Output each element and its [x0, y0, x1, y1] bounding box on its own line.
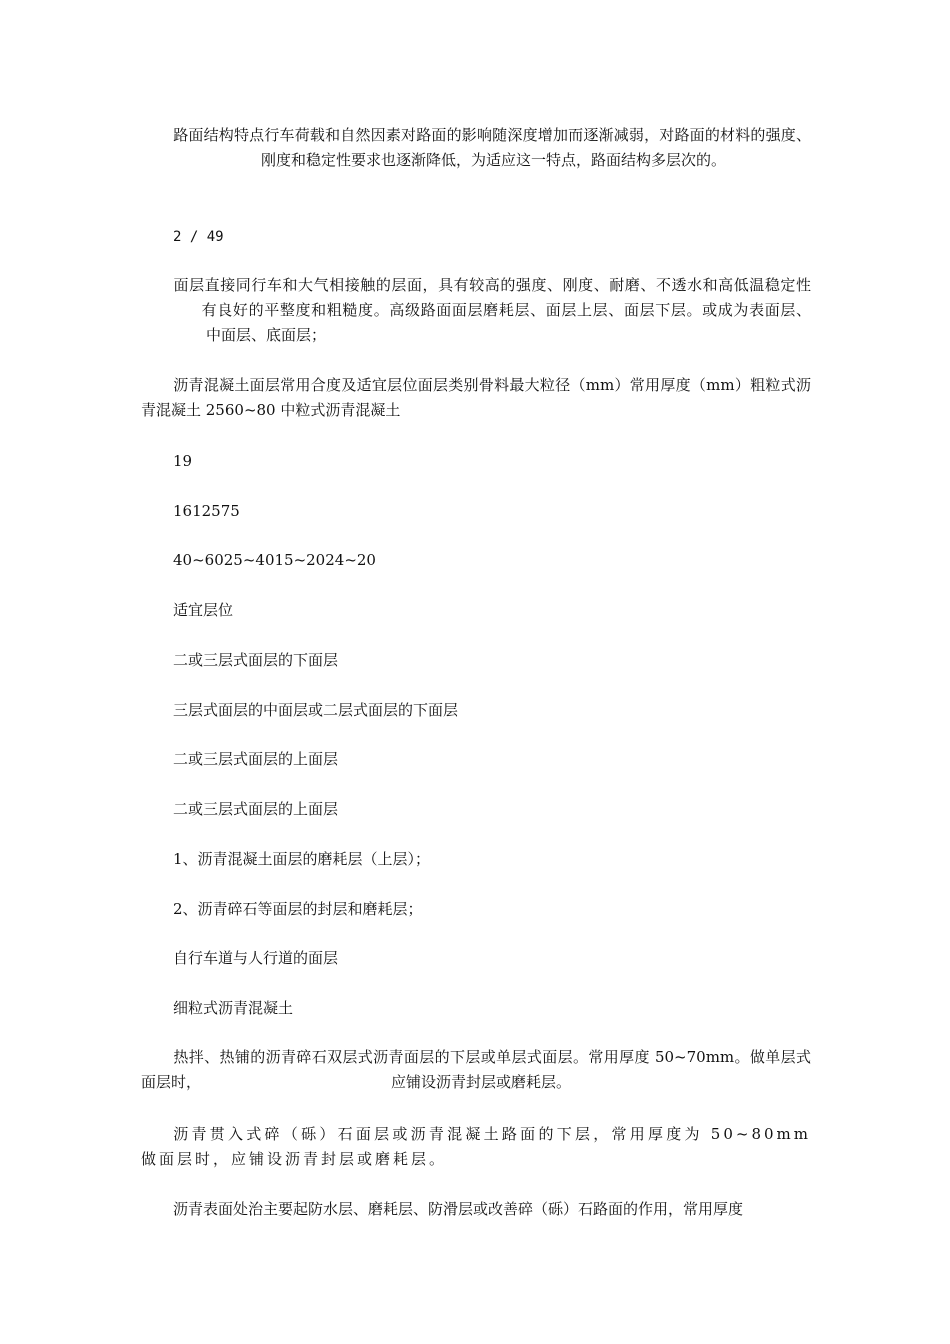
text-line: 二或三层式面层的下面层 [173, 651, 339, 669]
text-line: 40~6025~4015~2024~20 [173, 551, 376, 569]
paragraph-surface-layer-part1: 面层直接同行车和大气相接触的层面，具有较高的强度、刚度、耐磨、不透水和高低温稳定性 [173, 276, 811, 294]
paragraph-hot-mix-part2: 应铺设沥青封层或磨耗层。 [391, 1073, 572, 1091]
paragraph-road-structure [141, 123, 811, 173]
text-line: 1、沥青混凝土面层的磨耗层（上层）； [173, 850, 431, 868]
text-line: 适宜层位 [173, 601, 234, 619]
paragraph-asphalt-table-text: 沥青混凝土面层常用合度及适宜层位面层类别骨料最大粒径（mm）常用厚度（mm）粗粒式沥青混凝土 2560~80 中粒式沥青混凝土 [141, 376, 811, 419]
paragraph-penetration [141, 1122, 811, 1172]
paragraph-hot-mix [141, 1045, 811, 1095]
paragraph-surface-treatment-text: 沥青表面处治主要起防水层、磨耗层、防滑层或改善碎（砾）石路面的作用，常用厚度 [173, 1200, 744, 1218]
text-line: 二或三层式面层的上面层 [173, 750, 339, 768]
text-line: 19 [173, 452, 193, 470]
paragraph-surface-layer-part3: 中面层、底面层； [206, 326, 327, 344]
text-line: 自行车道与人行道的面层 [173, 949, 339, 967]
text-line: 2、沥青碎石等面层的封层和磨耗层； [173, 900, 423, 918]
text-line: 三层式面层的中面层或二层式面层的下面层 [173, 701, 459, 719]
text-line: 二或三层式面层的上面层 [173, 800, 339, 818]
text-line: 1612575 [173, 502, 240, 520]
paragraph-road-structure-part1: 路面结构特点行车荷载和自然因素对路面的影响随深度增加而逐渐减弱，对路面的材料的强度、 [173, 126, 811, 144]
paragraph-surface-treatment [141, 1197, 811, 1222]
paragraph-asphalt-table [141, 373, 811, 423]
page-number: 2 / 49 [173, 229, 224, 245]
paragraph-surface-layer-part2: 有良好的平整度和粗糙度。高级路面面层磨耗层、面层上层、面层下层。或成为表面层、 [201, 301, 811, 319]
paragraph-surface-layer [141, 273, 811, 348]
paragraph-road-structure-part2: 刚度和稳定性要求也逐渐降低，为适应这一特点，路面结构多层次的。 [261, 151, 727, 169]
paragraph-penetration-text: 沥青贯入式碎（砾）石面层或沥青混凝土路面的下层，常用厚度为 50~80mm 做面层时，应铺设沥青封层或磨耗层。 [141, 1125, 811, 1168]
text-line: 细粒式沥青混凝土 [173, 999, 294, 1017]
paragraph-hot-mix-part1: 热拌、热铺的沥青碎石双层式沥青面层的下层或单层式面层。常用厚度 50~70mm。做单层式面层时， [141, 1048, 811, 1091]
